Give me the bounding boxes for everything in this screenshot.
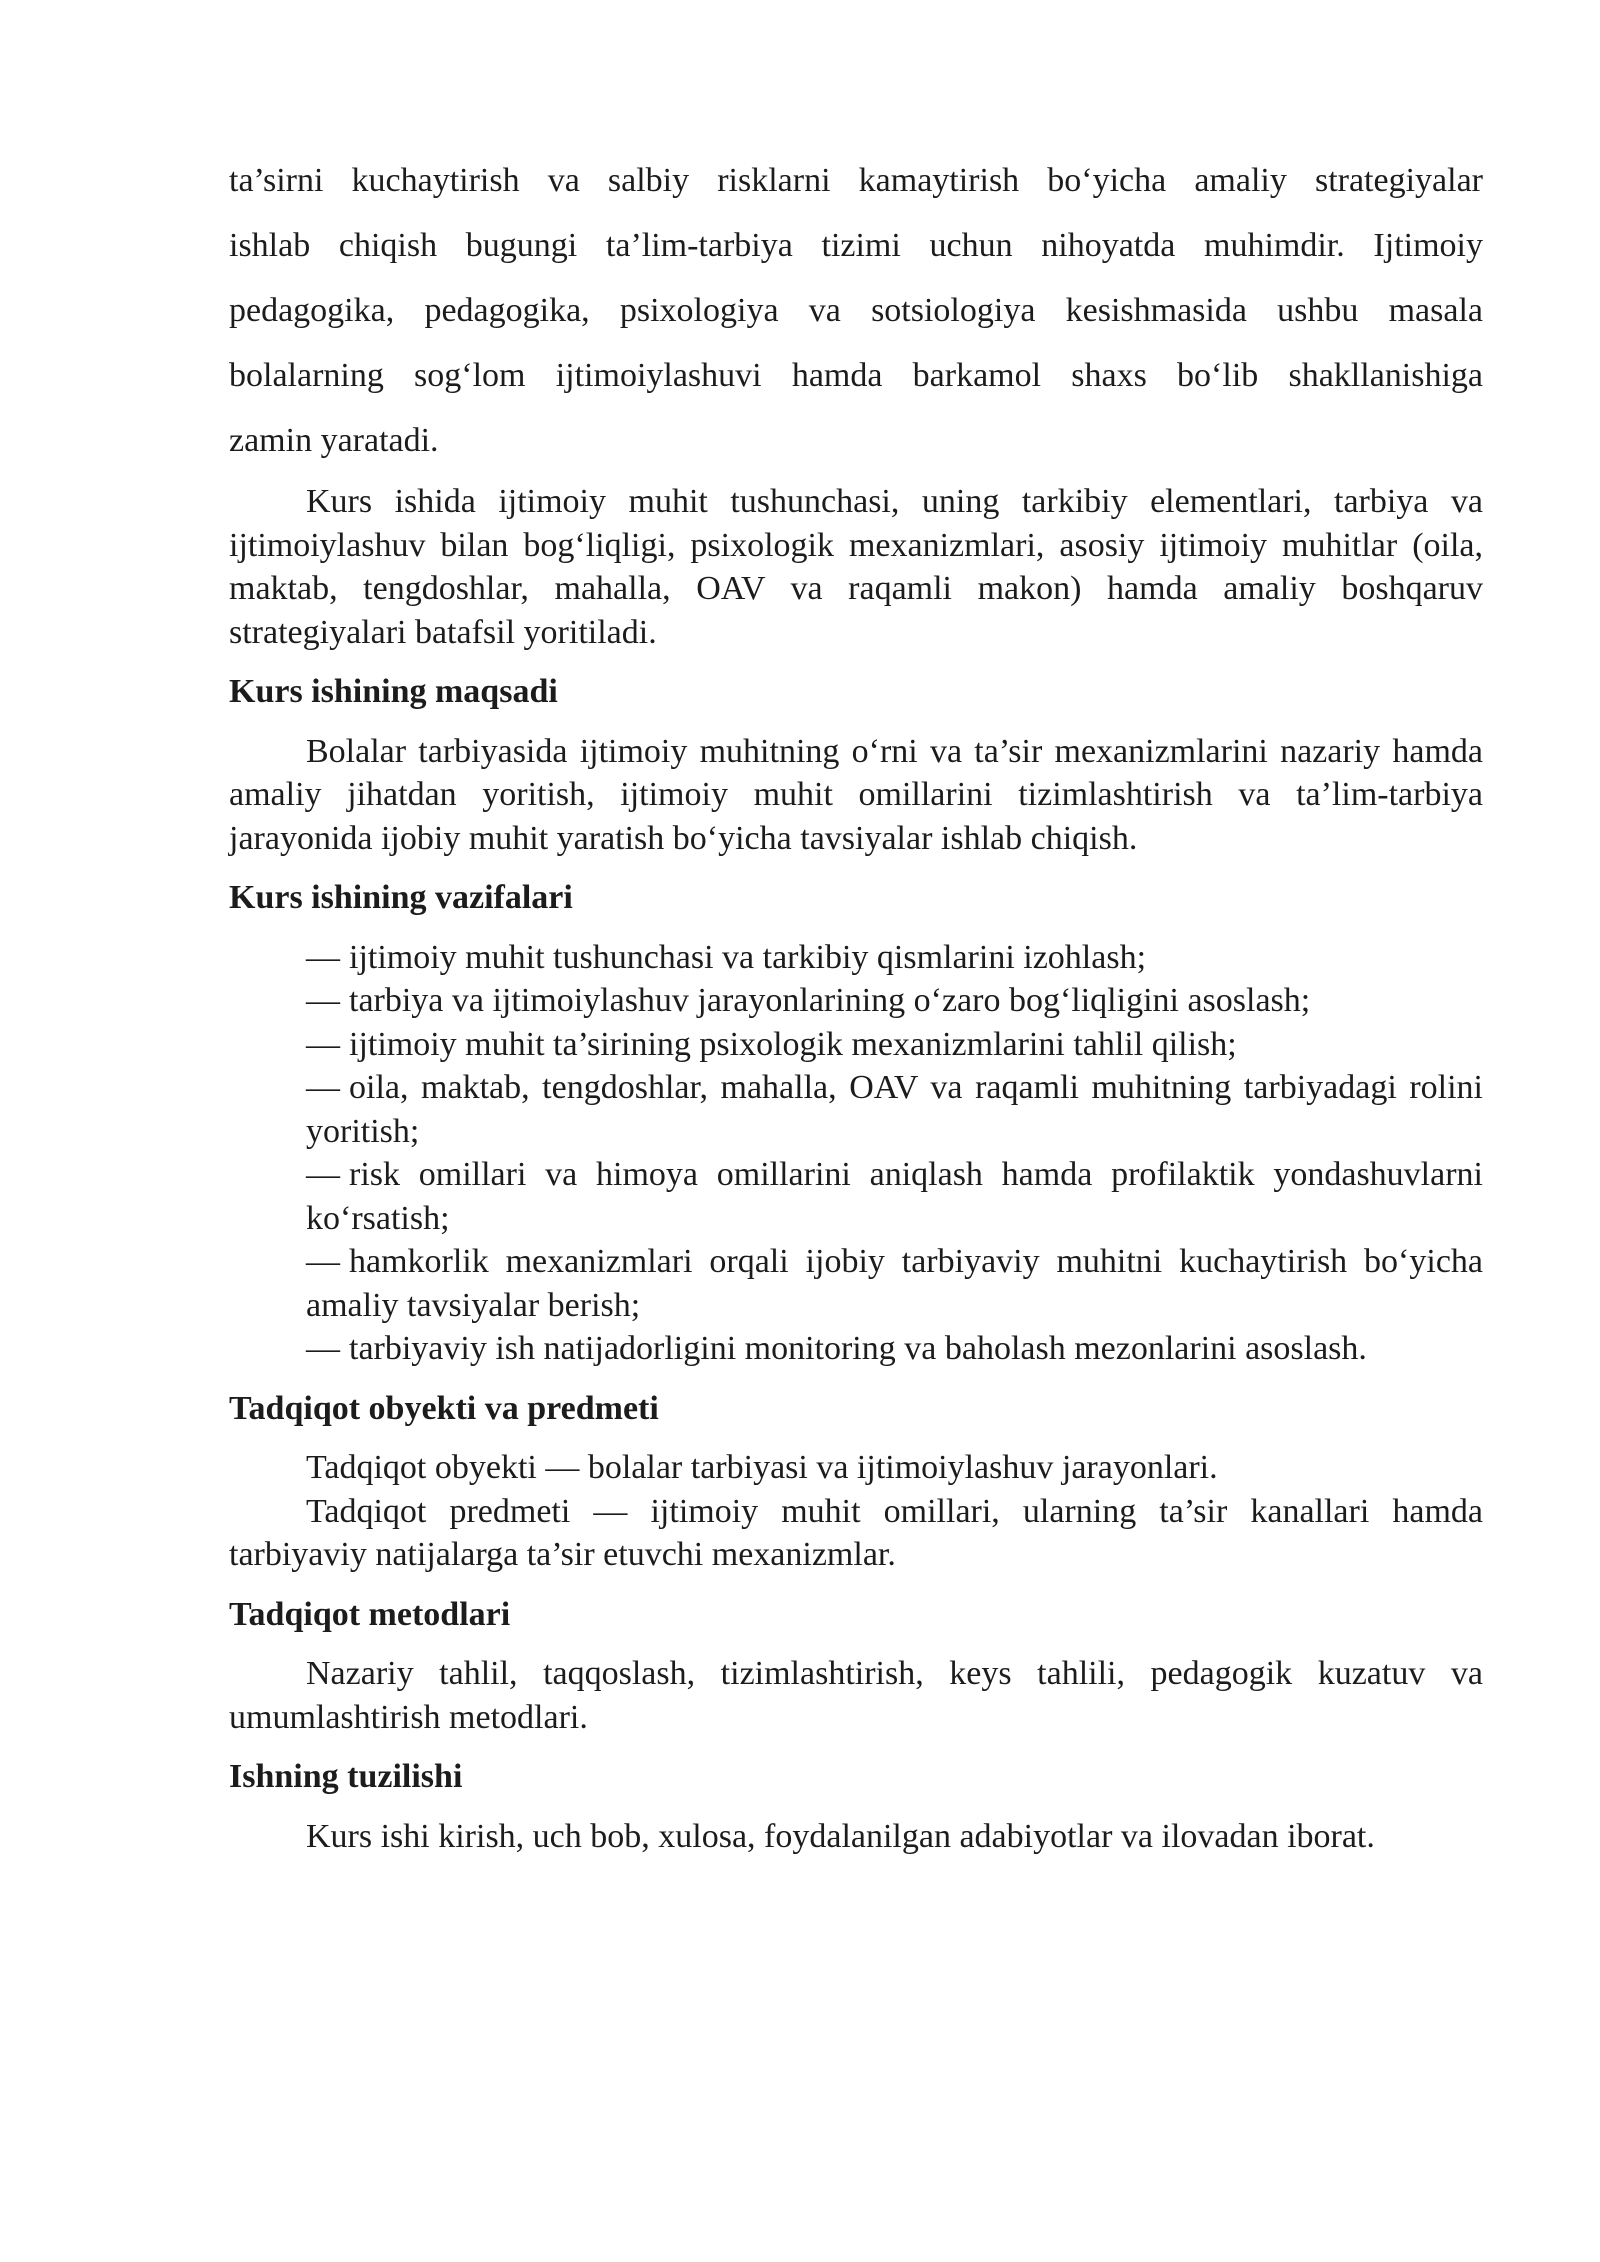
structure-heading: Ishning tuzilishi xyxy=(229,1758,463,1795)
list-item xyxy=(229,979,1483,1023)
intro-line: pedagogika, pedagogika, psixologiya va sotsiologiya kesishmasida ushbu masala xyxy=(229,292,1483,329)
object-subject-section xyxy=(229,1387,1483,1577)
goal-text: Bolalar tarbiyasida ijtimoiy muhitning o‘rni va ta’sir mexanizmlarini nazariy hamda amaliy jihatdan yoritish, ijtimoiy muhit omillarini tizimlashtirish va ta’lim-tarbiya jarayonida ijobiy muhit yaratish bo‘yicha tavsiyalar ishlab chiqish. xyxy=(229,732,1483,857)
structure-section xyxy=(229,1755,1483,1858)
dash-bullet: — xyxy=(306,982,340,1019)
list-item xyxy=(229,1153,1483,1240)
list-item xyxy=(229,1023,1483,1067)
task-text: hamkorlik mexanizmlari orqali ijobiy tarbiyaviy muhitni kuchaytirish bo‘yicha amaliy tavsiyalar berish; xyxy=(306,1243,1483,1324)
task-text: tarbiyaviy ish natijadorligini monitoring va baholash mezonlarini asoslash. xyxy=(349,1330,1367,1367)
structure-text: Kurs ishi kirish, uch bob, xulosa, foydalanilgan adabiyotlar va ilovadan iborat. xyxy=(306,1817,1375,1855)
intro-line: zamin yaratadi. xyxy=(229,422,439,459)
methods-text: Nazariy tahlil, taqqoslash, tizimlashtirish, keys tahlili, pedagogik kuzatuv va umumlashtirish metodlari. xyxy=(229,1655,1483,1736)
list-item xyxy=(229,936,1483,980)
methods-heading: Tadqiqot metodlari xyxy=(229,1595,511,1633)
intro-line: ta’sirni kuchaytirish va salbiy risklarni kamaytirish bo‘yicha amaliy strategiyalar xyxy=(229,162,1483,199)
dash-bullet: — xyxy=(306,1243,340,1280)
intro-paragraph: Kurs ishida ijtimoiy muhit tushunchasi, uning tarkibiy elementlari, tarbiya va ijtimoiylashuv bilan bog‘liqligi, psixologik mexanizmlari, asosiy ijtimoiy muhitlar (oila, maktab, tengdoshlar, mahalla, OAV va raqamli makon) hamda amaliy boshqaruv strategiyalari batafsil yoritiladi. xyxy=(229,483,1483,651)
intro-section xyxy=(229,148,1483,654)
methods-section xyxy=(229,1593,1483,1740)
tasks-heading: Kurs ishining vazifalari xyxy=(229,879,573,916)
intro-line: ishlab chiqish bugungi ta’lim-tarbiya tizimi uchun nihoyatda muhimdir. Ijtimoiy xyxy=(229,227,1483,264)
task-text: ijtimoiy muhit ta’sirining psixologik mexanizmlarini tahlil qilish; xyxy=(349,1025,1237,1063)
goal-section xyxy=(229,670,1483,860)
tasks-section xyxy=(229,876,1483,1371)
goal-heading: Kurs ishining maqsadi xyxy=(229,673,558,710)
list-item xyxy=(229,1327,1483,1371)
research-subject-text: Tadqiqot predmeti — ijtimoiy muhit omillari, ularning ta’sir kanallari hamda tarbiyaviy natijalarga ta’sir etuvchi mexanizmlar. xyxy=(229,1492,1483,1573)
document-page xyxy=(229,148,1483,1858)
tasks-list xyxy=(229,936,1483,1371)
list-item xyxy=(229,1066,1483,1153)
research-object-text: Tadqiqot obyekti — bolalar tarbiyasi va ijtimoiylashuv jarayonlari. xyxy=(306,1449,1218,1486)
intro-line: bolalarning sog‘lom ijtimoiylashuvi hamda barkamol shaxs bo‘lib shakllanishiga xyxy=(229,357,1483,394)
dash-bullet: — xyxy=(306,1330,340,1367)
dash-bullet: — xyxy=(306,1156,340,1193)
task-text: risk omillari va himoya omillarini aniqlash hamda profilaktik yondashuvlarni ko‘rsatish; xyxy=(306,1156,1483,1237)
dash-bullet: — xyxy=(306,938,340,976)
task-text: ijtimoiy muhit tushunchasi va tarkibiy qismlarini izohlash; xyxy=(349,938,1147,976)
object-subject-heading: Tadqiqot obyekti va predmeti xyxy=(229,1389,659,1427)
dash-bullet: — xyxy=(306,1069,340,1106)
list-item xyxy=(229,1240,1483,1327)
task-text: tarbiya va ijtimoiylashuv jarayonlarining o‘zaro bog‘liqligini asoslash; xyxy=(349,982,1311,1019)
task-text: oila, maktab, tengdoshlar, mahalla, OAV va raqamli muhitning tarbiyadagi rolini yoritish; xyxy=(306,1069,1483,1150)
dash-bullet: — xyxy=(306,1025,340,1063)
